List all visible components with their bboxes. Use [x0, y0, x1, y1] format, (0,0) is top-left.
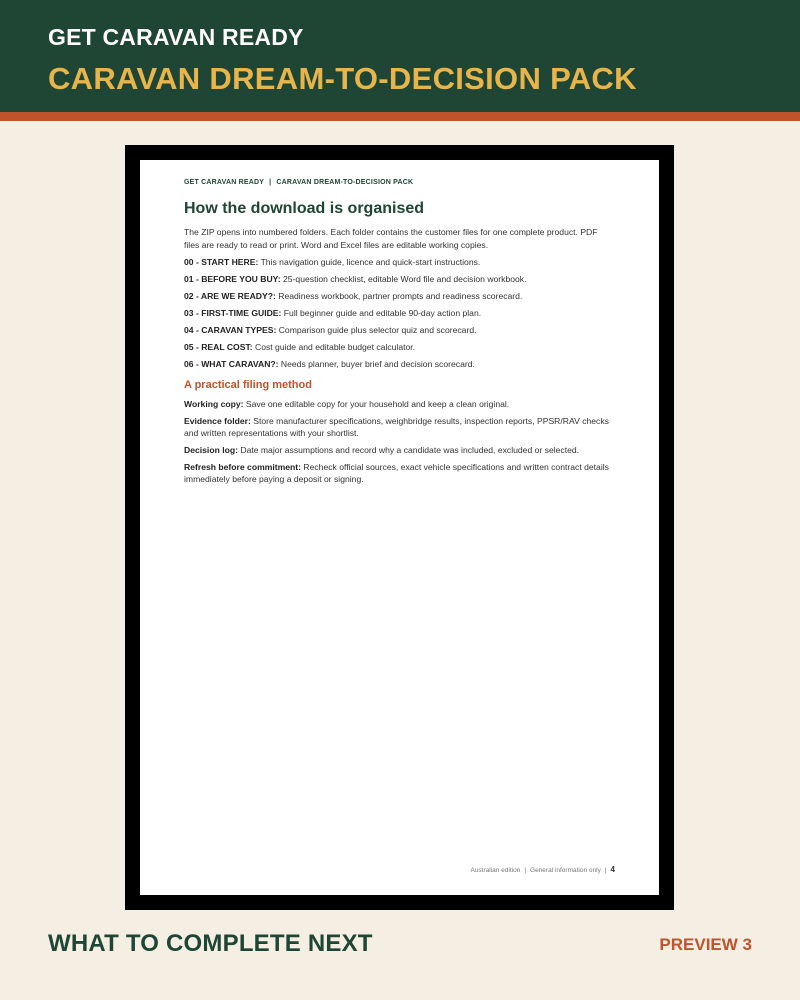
- folder-label: 02 - ARE WE READY?:: [184, 291, 276, 301]
- folder-item: [184, 341, 624, 353]
- method-item: [184, 461, 614, 485]
- folder-description: Readiness workbook, partner prompts and readiness scorecard.: [278, 291, 523, 301]
- filing-method-heading: A practical filing method: [184, 379, 312, 391]
- footer-separator: |: [604, 867, 607, 874]
- method-description: Save one editable copy for your household and keep a clean original.: [245, 399, 510, 409]
- accent-stripe: [0, 112, 800, 121]
- folder-list: [184, 256, 624, 375]
- method-item: [184, 444, 614, 456]
- footer-separator: |: [524, 867, 527, 874]
- page-header-separator: |: [269, 179, 272, 186]
- page-running-header: [184, 179, 413, 186]
- method-label: Decision log:: [184, 445, 238, 455]
- pack-title: CARAVAN DREAM-TO-DECISION PACK: [48, 61, 637, 96]
- folder-label: 06 - WHAT CARAVAN?:: [184, 359, 279, 369]
- folder-description: Comparison guide plus selector quiz and scorecard.: [278, 325, 477, 335]
- method-label: Working copy:: [184, 399, 244, 409]
- footer-edition: Australian edition: [470, 867, 521, 874]
- preview-frame: [125, 145, 674, 910]
- method-description: Recheck official sources, exact vehicle specifications and written contract details immediately before paying a deposit or signing.: [184, 462, 609, 484]
- folder-description: Full beginner guide and editable 90-day action plan.: [283, 308, 482, 318]
- folder-description: Cost guide and editable budget calculator.: [255, 342, 416, 352]
- method-item: [184, 398, 614, 410]
- preview-label: PREVIEW 3: [659, 935, 752, 954]
- folder-label: 03 - FIRST-TIME GUIDE:: [184, 308, 282, 318]
- method-label: Refresh before commitment:: [184, 462, 301, 472]
- folder-label: 00 - START HERE:: [184, 257, 259, 267]
- page-heading: How the download is organised: [184, 200, 425, 217]
- method-label: Evidence folder:: [184, 416, 251, 426]
- page-footer: [470, 865, 615, 874]
- folder-item: [184, 324, 624, 336]
- intro-paragraph: The ZIP opens into numbered folders. Each folder contains the customer files for one complete product. PDF files are ready to read or print. Word and Excel files are editable working copies.: [184, 227, 598, 250]
- folder-description: 25-question checklist, editable Word file and decision workbook.: [283, 274, 527, 284]
- folder-label: 01 - BEFORE YOU BUY:: [184, 274, 281, 284]
- preview-page: [140, 160, 659, 895]
- folder-label: 05 - REAL COST:: [184, 342, 253, 352]
- brand-name: GET CARAVAN READY: [48, 24, 304, 50]
- next-step-caption: WHAT TO COMPLETE NEXT: [48, 930, 373, 957]
- page-header-title: CARAVAN DREAM-TO-DECISION PACK: [276, 179, 414, 186]
- folder-item: [184, 273, 624, 285]
- page-header-brand: GET CARAVAN READY: [184, 179, 265, 186]
- method-description: Date major assumptions and record why a candidate was included, excluded or selected.: [240, 445, 580, 455]
- folder-item: [184, 307, 624, 319]
- folder-description: This navigation guide, licence and quick-start instructions.: [260, 257, 481, 267]
- folder-item: [184, 256, 624, 268]
- page-number: 4: [610, 865, 615, 874]
- filing-method-list: [184, 398, 614, 490]
- folder-label: 04 - CARAVAN TYPES:: [184, 325, 277, 335]
- method-item: [184, 415, 614, 439]
- folder-item: [184, 290, 624, 302]
- folder-item: [184, 358, 624, 370]
- folder-description: Needs planner, buyer brief and decision scorecard.: [280, 359, 475, 369]
- footer-note: General information only: [530, 867, 601, 874]
- method-description: Store manufacturer specifications, weighbridge results, inspection reports, PPSR/RAV checks and written representations with your shortlist.: [184, 416, 609, 438]
